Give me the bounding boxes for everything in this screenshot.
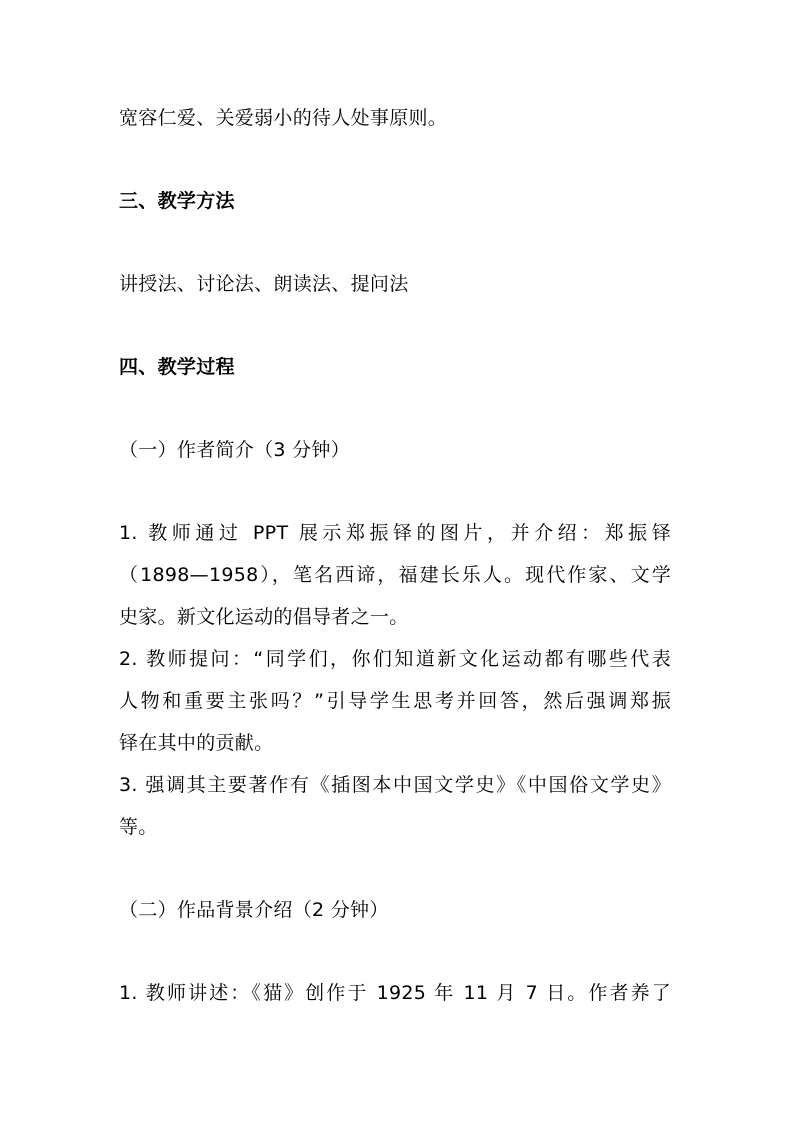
paragraph-line: 3. 强调其主要著作有《插图本中国文学史》《中国俗文学史》 [119,774,671,796]
paragraph-line: 史家。新文化运动的倡导者之一。 [119,606,409,628]
subsection-work-background: （二）作品背景介绍（2 分钟） [119,899,389,921]
paragraph-line: 2. 教师提问：“同学们，你们知道新文化运动都有哪些代表 [119,648,671,670]
subsection-author-intro: （一）作者简介（3 分钟） [119,439,351,461]
paragraph-line: 1. 教师通过 PPT 展示郑振铎的图片，并介绍：郑振铎 [119,522,671,544]
paragraph-line: （1898—1958），笔名西谛，福建长乐人。现代作家、文学 [119,564,671,586]
section-heading-teaching-process: 四、教学过程 [119,356,235,378]
section-heading-teaching-methods: 三、教学方法 [119,190,235,212]
paragraph-line: 等。 [119,816,158,838]
paragraph-line: 铎在其中的贡献。 [119,732,274,754]
teaching-methods-text: 讲授法、讨论法、朗读法、提问法 [119,273,409,295]
paragraph-line: 1. 教师讲述：《猫》创作于 1925 年 11 月 7 日。作者养了 [119,982,671,1004]
paragraph-line: 人物和重要主张吗？”引导学生思考并回答，然后强调郑振 [119,690,671,712]
text-line: 宽容仁爱、关爱弱小的待人处事原则。 [119,107,448,129]
